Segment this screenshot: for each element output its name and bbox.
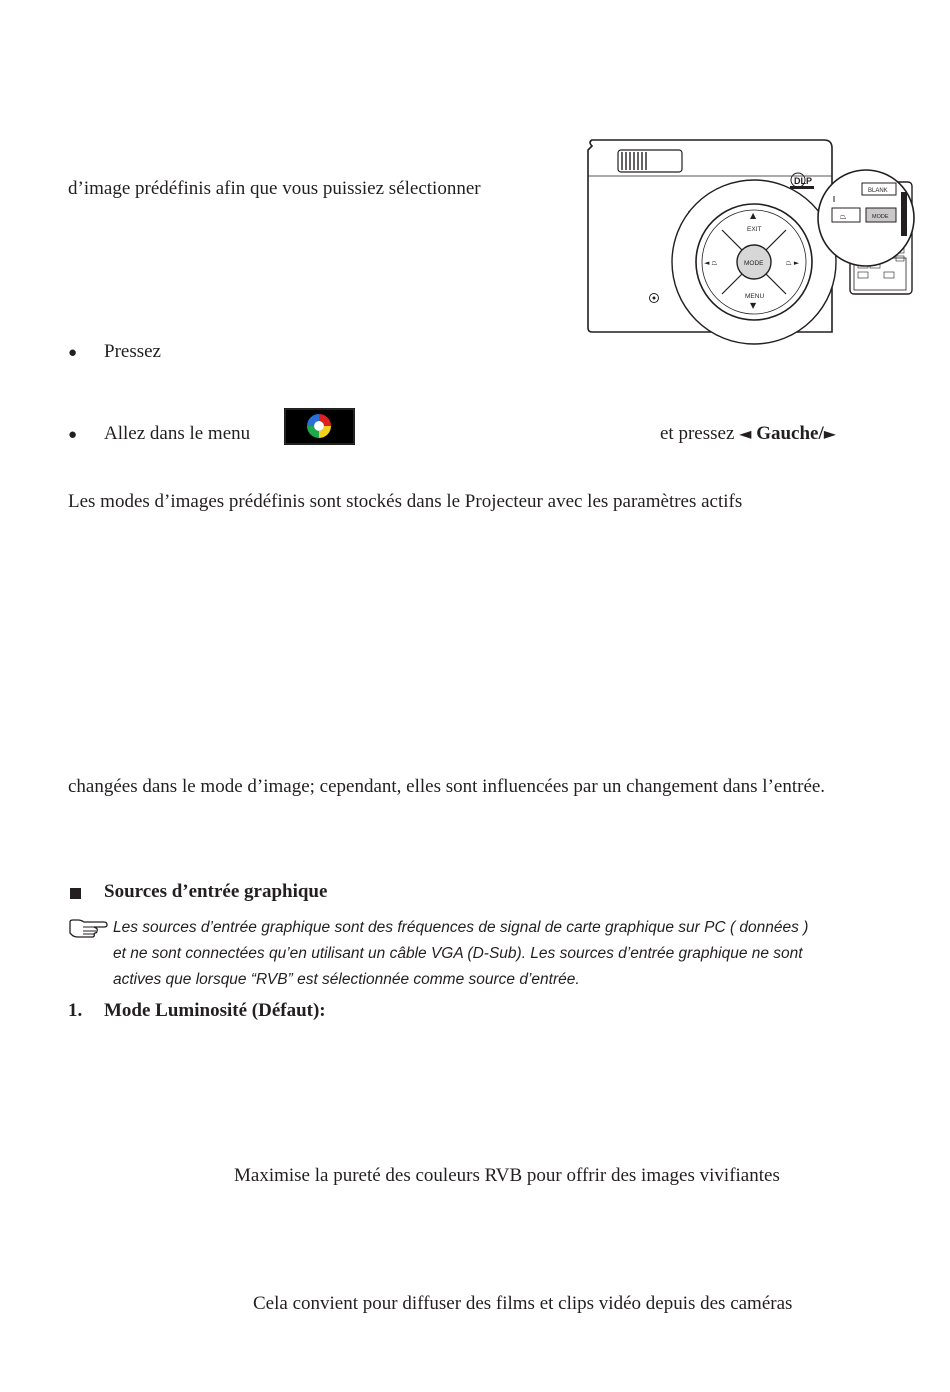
projector-control-panel-illustration [584,136,916,354]
mode-item-number: 1. [68,1000,83,1021]
exit-label: EXIT [747,226,762,233]
section-title: Sources d’entrée graphique [104,881,328,902]
bullet-dot: ● [68,345,78,361]
picture-menu-icon [284,408,355,445]
mode-item-title: Mode Luminosité (Défaut): [104,1000,326,1021]
note-line: et ne sont connectées qu’en utilisant un câble VGA (D-Sub). Les sources d’entrée graphique ne sont [113,945,803,962]
note-line: Les sources d’entrée graphique sont des fréquences de signal de carte graphique sur PC ( données ) [113,919,809,936]
svg-text:⏢ ►: ⏢ ► [786,259,800,267]
changes-line: changées dans le mode d’image; cependant, elles sont influencées par un changement dans l’entrée. [68,776,826,797]
movie-mode-description: Cela convient pour diffuser des films et clips vidéo depuis des caméras [253,1293,793,1314]
bullet-menu-text: Allez dans le menu [104,423,251,444]
dlp-label: DLP [794,176,812,186]
blank-label: BLANK [868,188,888,194]
rgb-mode-description: Maximise la pureté des couleurs RVB pour offrir des images vivifiantes [234,1165,780,1186]
pointing-hand-note-icon [68,917,108,939]
svg-text:◄ ⏢: ◄ ⏢ [704,259,718,267]
intro-line: d’image prédéfinis afin que vous puissiez sélectionner [68,178,481,199]
dlp-logo [790,173,814,189]
svg-text:▼: ▼ [750,301,757,310]
and-press-text: et pressez [660,423,735,444]
section-square-bullet [70,888,81,899]
mode-center-label: MODE [744,260,764,267]
note-line: actives que lorsque “RVB” est sélectionnée comme source d’entrée. [113,971,580,988]
menu-label: MENU [745,293,765,300]
arrow-left-glyph: ◄ [739,424,752,443]
bullet-menu-suffix [660,423,836,445]
arrow-right-glyph: ► [823,424,837,443]
bullet-dot: ● [68,427,78,443]
svg-text:▲: ▲ [750,211,757,220]
mode-small-label: MODE [872,214,889,220]
bullet-press-text: Pressez [104,341,161,362]
direction-text: Gauche/ [756,423,824,444]
svg-text:⏢: ⏢ [840,212,847,221]
preset-modes-line: Les modes d’images prédéfinis sont stockés dans le Projecteur avec les paramètres actifs [68,491,743,512]
